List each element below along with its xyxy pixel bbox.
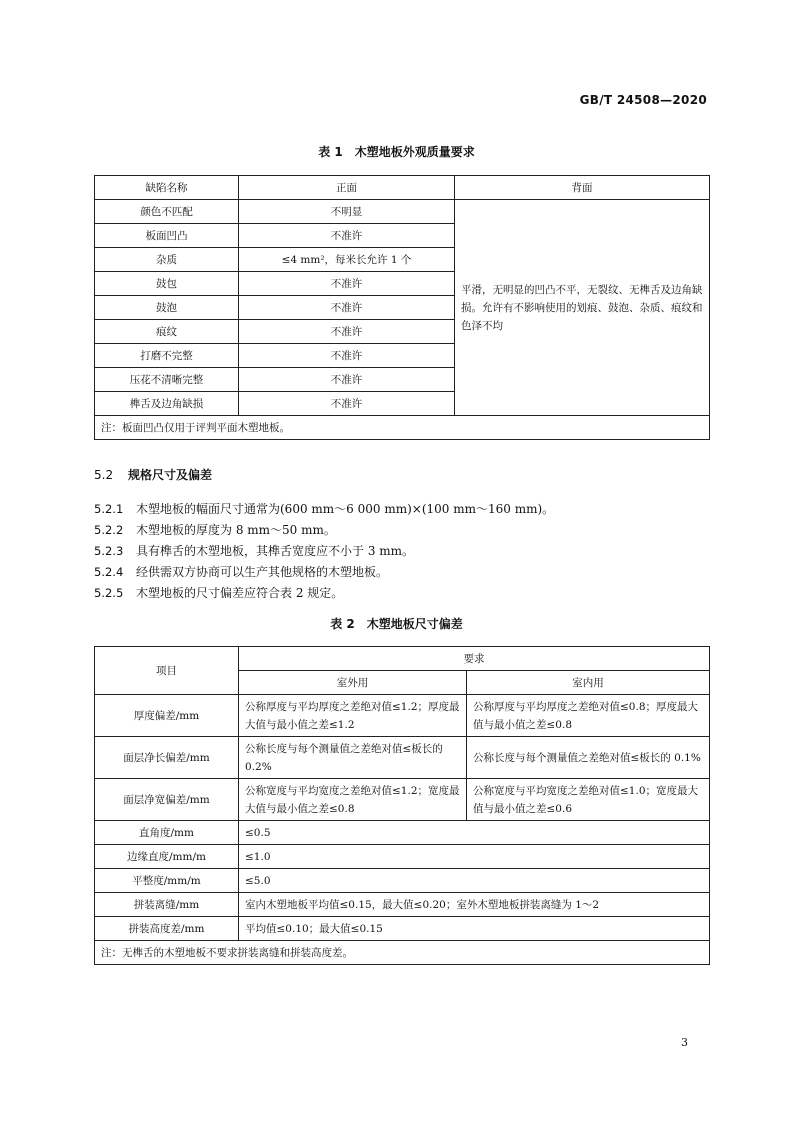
table1-cell: ≤4 mm²，每米长允许 1 个 — [239, 248, 455, 272]
table2-item: 面层净宽偏差/mm — [95, 779, 239, 821]
section-heading — [94, 466, 212, 483]
clause-number: 5.2.2 — [94, 523, 124, 537]
table2-header-indoor: 室内用 — [467, 671, 710, 695]
table1-cell: 鼓包 — [95, 272, 239, 296]
clause-text: 具有榫舌的木塑地板，其榫舌宽度应不小于 3 mm。 — [136, 544, 415, 558]
section-title: 规格尺寸及偏差 — [128, 468, 213, 482]
clause — [94, 500, 554, 517]
page-number: 3 — [681, 1036, 688, 1049]
table2-item: 平整度/mm/m — [95, 869, 239, 893]
table2-indoor-value: 公称厚度与平均厚度之差绝对值≤0.8；厚度最大值与最小值之差≤0.8 — [467, 695, 710, 737]
standard-code: GB/T 24508—2020 — [579, 93, 707, 107]
clause — [94, 563, 388, 580]
table2-item: 面层净长偏差/mm — [95, 737, 239, 779]
table2-outdoor-value: 公称厚度与平均厚度之差绝对值≤1.2；厚度最大值与最小值之差≤1.2 — [239, 695, 467, 737]
table2-outdoor-value: 公称长度与每个测量值之差绝对值≤板长的 0.2% — [239, 737, 467, 779]
table1-cell: 不准许 — [239, 296, 455, 320]
table2-item: 厚度偏差/mm — [95, 695, 239, 737]
table2-item: 拼装高度差/mm — [95, 917, 239, 941]
table1-cell: 不准许 — [239, 344, 455, 368]
table1-cell: 不准许 — [239, 368, 455, 392]
table1-cell: 不准许 — [239, 272, 455, 296]
table1-cell: 打磨不完整 — [95, 344, 239, 368]
table1-cell: 板面凹凸 — [95, 224, 239, 248]
table2-value: 室内木塑地板平均值≤0.15，最大值≤0.20；室外木塑地板拼装离缝为 1～2 — [239, 893, 710, 917]
table2-value: ≤5.0 — [239, 869, 710, 893]
table1-title: 表 1 木塑地板外观质量要求 — [318, 145, 475, 159]
table1-header-defect: 缺陷名称 — [95, 176, 239, 200]
table2-indoor-value: 公称长度与每个测量值之差绝对值≤板长的 0.1% — [467, 737, 710, 779]
section-number: 5.2 — [94, 468, 114, 482]
clause-text: 木塑地板的幅面尺寸通常为(600 mm～6 000 mm)×(100 mm～160 mm)。 — [136, 502, 555, 516]
table2-value: ≤0.5 — [239, 821, 710, 845]
table2-header-requirement: 要求 — [239, 647, 710, 671]
table2-outdoor-value: 公称宽度与平均宽度之差绝对值≤1.2；宽度最大值与最小值之差≤0.8 — [239, 779, 467, 821]
clause-number: 5.2.3 — [94, 544, 124, 558]
table1-cell: 鼓泡 — [95, 296, 239, 320]
clause — [94, 542, 414, 559]
table2-title: 表 2 木塑地板尺寸偏差 — [330, 617, 463, 631]
table2-item: 拼装离缝/mm — [95, 893, 239, 917]
table1-cell: 不准许 — [239, 224, 455, 248]
table1-cell: 不准许 — [239, 320, 455, 344]
table2-item: 直角度/mm — [95, 821, 239, 845]
table2-indoor-value: 公称宽度与平均宽度之差绝对值≤1.0；宽度最大值与最小值之差≤0.6 — [467, 779, 710, 821]
table1-appearance-quality — [94, 175, 710, 440]
clause — [94, 521, 336, 538]
clause-number: 5.2.4 — [94, 565, 124, 579]
table2-value: 平均值≤0.10；最大值≤0.15 — [239, 917, 710, 941]
table1-cell: 不明显 — [239, 200, 455, 224]
clause-number: 5.2.5 — [94, 586, 124, 600]
table1-header-back: 背面 — [455, 176, 710, 200]
table1-cell: 颜色不匹配 — [95, 200, 239, 224]
table1-cell: 压花不清晰完整 — [95, 368, 239, 392]
table1-header-front: 正面 — [239, 176, 455, 200]
table1-back-requirement: 平滑，无明显的凹凸不平，无裂纹、无榫舌及边角缺损。允许有不影响使用的划痕、鼓泡、杂质、痕纹和色泽不均 — [455, 200, 710, 416]
clause-text: 木塑地板的尺寸偏差应符合表 2 规定。 — [136, 586, 344, 600]
table2-item: 边缘直度/mm/m — [95, 845, 239, 869]
clause-text: 经供需双方协商可以生产其他规格的木塑地板。 — [136, 565, 389, 579]
table2-header-outdoor: 室外用 — [239, 671, 467, 695]
table2-dimension-deviation — [94, 646, 710, 965]
clause-text: 木塑地板的厚度为 8 mm～50 mm。 — [136, 523, 336, 537]
table1-cell: 痕纹 — [95, 320, 239, 344]
table1-note: 注：板面凹凸仅用于评判平面木塑地板。 — [95, 416, 710, 440]
table2-value: ≤1.0 — [239, 845, 710, 869]
table1-cell: 榫舌及边角缺损 — [95, 392, 239, 416]
clause-number: 5.2.1 — [94, 502, 124, 516]
table2-header-item: 项目 — [95, 647, 239, 695]
table1-cell: 杂质 — [95, 248, 239, 272]
clause — [94, 584, 343, 601]
table2-note: 注：无榫舌的木塑地板不要求拼装离缝和拼装高度差。 — [95, 941, 710, 965]
table1-cell: 不准许 — [239, 392, 455, 416]
